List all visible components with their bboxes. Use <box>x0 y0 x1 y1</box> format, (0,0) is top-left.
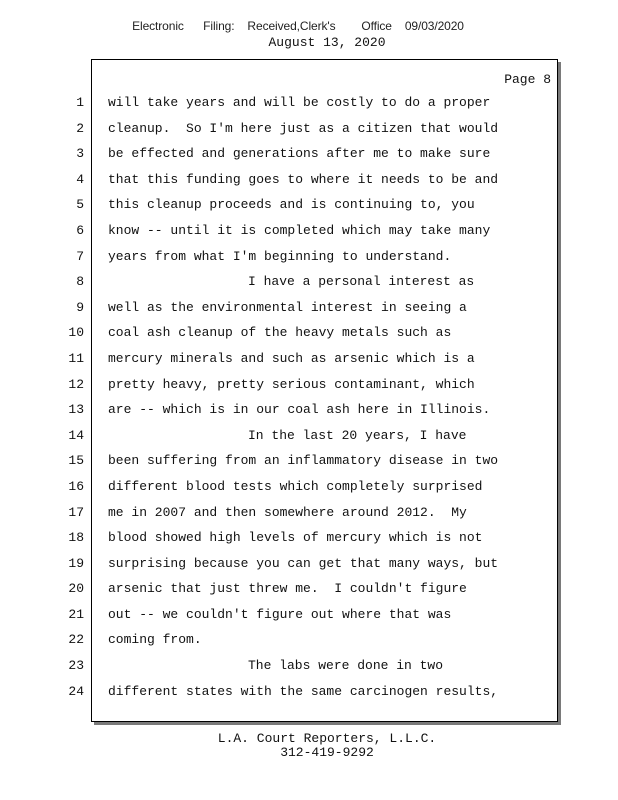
footer-company: L.A. Court Reporters, L.L.C. <box>217 731 437 746</box>
line-number: 14 <box>68 427 84 443</box>
line-number: 1 <box>76 95 84 110</box>
line-number: 15 <box>68 453 84 469</box>
footer-phone: 312-419-9292 <box>280 745 374 760</box>
transcript-line: years from what I'm beginning to understand. <box>108 248 452 264</box>
line-number: 11 <box>68 350 84 366</box>
transcript-line: different states with the same carcinogen results, <box>108 683 499 699</box>
transcript-line: blood showed high levels of mercury which is not <box>108 530 483 546</box>
transcript-line: are -- which is in our coal ash here in Illinois. <box>108 402 491 418</box>
transcript-line: surprising because you can get that many ways, but <box>108 555 499 571</box>
transcript-line: know -- until it is completed which may take many <box>108 222 491 238</box>
line-number: 20 <box>68 581 84 597</box>
transcript-text <box>108 93 548 707</box>
line-number: 10 <box>68 325 84 341</box>
transcript-line: well as the environmental interest in seeing a <box>108 299 467 315</box>
line-number: 17 <box>68 504 84 520</box>
line-number: 23 <box>68 658 84 674</box>
line-number: 22 <box>68 632 84 648</box>
line-number: 8 <box>76 274 84 290</box>
transcript-line: mercury minerals and such as arsenic which is a <box>108 350 475 366</box>
transcript-line: been suffering from an inflammatory disease in two <box>108 453 499 469</box>
transcript-line: arsenic that just threw me. I couldn't figure <box>108 581 467 597</box>
line-number: 3 <box>76 146 84 162</box>
line-number: 9 <box>76 299 84 315</box>
line-number: 5 <box>76 197 84 213</box>
line-number: 21 <box>68 606 84 622</box>
transcript-line: coming from. <box>108 632 202 648</box>
filing-stamp: Electronic Filing: Received,Clerk's Office 09/03/2020 <box>132 19 464 33</box>
line-number: 12 <box>68 376 84 392</box>
transcript-line: this cleanup proceeds and is continuing to, you <box>108 197 475 213</box>
transcript-line: out -- we couldn't figure out where that was <box>108 606 452 622</box>
transcript-line: cleanup. So I'm here just as a citizen that would <box>108 120 499 136</box>
line-number: 6 <box>76 222 84 238</box>
transcript-line: different blood tests which completely surprised <box>108 478 483 494</box>
page-number: Page 8 <box>504 72 551 87</box>
line-number-column <box>0 93 84 707</box>
line-number: 7 <box>76 248 84 264</box>
footer <box>0 732 618 760</box>
transcript-line: In the last 20 years, I have <box>248 427 467 443</box>
line-number: 24 <box>68 683 84 699</box>
line-number: 4 <box>76 171 84 187</box>
line-number: 13 <box>68 402 84 418</box>
line-number: 19 <box>68 555 84 571</box>
line-number: 18 <box>68 530 84 546</box>
transcript-line: me in 2007 and then somewhere around 2012. My <box>108 504 467 520</box>
line-number: 2 <box>76 120 84 136</box>
transcript-line: The labs were done in two <box>248 658 444 674</box>
transcript-line: will take years and will be costly to do a proper <box>108 95 491 110</box>
transcript-line: that this funding goes to where it needs to be and <box>108 171 499 187</box>
transcript-line: be effected and generations after me to make sure <box>108 146 491 162</box>
transcript-line: coal ash cleanup of the heavy metals such as <box>108 325 452 341</box>
line-number: 16 <box>68 478 84 494</box>
transcript-line: pretty heavy, pretty serious contaminant, which <box>108 376 475 392</box>
hearing-date: August 13, 2020 <box>268 35 386 50</box>
transcript-line: I have a personal interest as <box>248 274 475 290</box>
